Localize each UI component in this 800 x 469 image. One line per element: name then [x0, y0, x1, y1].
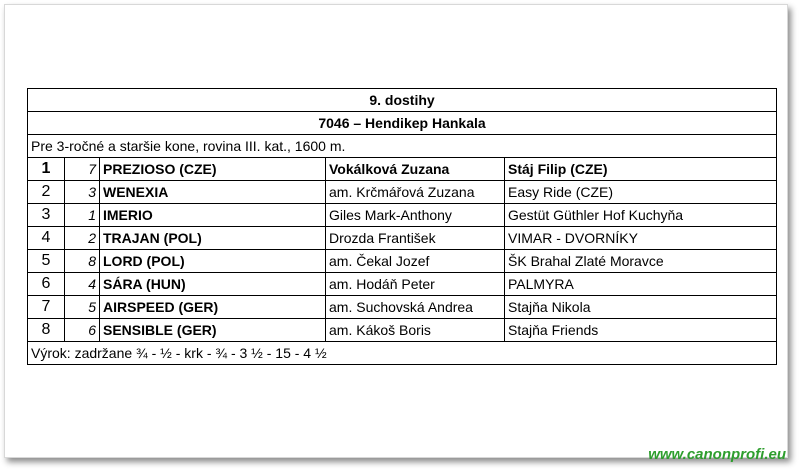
- horse-cell: IMERIO: [100, 204, 326, 227]
- stable-cell: PALMYRA: [505, 273, 777, 296]
- stable-cell: ŠK Brahal Zlaté Moravce: [505, 250, 777, 273]
- stable-cell: Stajňa Nikola: [505, 296, 777, 319]
- place-cell: 1: [28, 158, 65, 181]
- jockey-cell: am. Suchovská Andrea: [326, 296, 505, 319]
- place-cell: 6: [28, 273, 65, 296]
- table-row: [28, 319, 777, 342]
- table-row: [28, 204, 777, 227]
- horse-cell: SÁRA (HUN): [100, 273, 326, 296]
- race-conditions: Pre 3-ročné a staršie kone, rovina III. kat., 1600 m.: [28, 135, 777, 158]
- number-cell: 2: [65, 227, 100, 250]
- jockey-cell: Vokálková Zuzana: [326, 158, 505, 181]
- jockey-cell: am. Hodáň Peter: [326, 273, 505, 296]
- place-cell: 3: [28, 204, 65, 227]
- horse-cell: SENSIBLE (GER): [100, 319, 326, 342]
- jockey-cell: am. Krčmářová Zuzana: [326, 181, 505, 204]
- stable-cell: Gestüt Güthler Hof Kuchyňa: [505, 204, 777, 227]
- horse-cell: TRAJAN (POL): [100, 227, 326, 250]
- number-cell: 7: [65, 158, 100, 181]
- stable-cell: Stáj Filip (CZE): [505, 158, 777, 181]
- table-row: [28, 158, 777, 181]
- stable-cell: VIMAR - DVORNÍKY: [505, 227, 777, 250]
- horse-cell: WENEXIA: [100, 181, 326, 204]
- stable-cell: Stajňa Friends: [505, 319, 777, 342]
- horse-cell: LORD (POL): [100, 250, 326, 273]
- place-cell: 7: [28, 296, 65, 319]
- stable-cell: Easy Ride (CZE): [505, 181, 777, 204]
- number-cell: 6: [65, 319, 100, 342]
- table-row: [28, 181, 777, 204]
- number-cell: 1: [65, 204, 100, 227]
- place-cell: 5: [28, 250, 65, 273]
- number-cell: 4: [65, 273, 100, 296]
- site-watermark: www.canonprofi.eu: [648, 446, 786, 463]
- place-cell: 8: [28, 319, 65, 342]
- number-cell: 8: [65, 250, 100, 273]
- jockey-cell: am. Kákoš Boris: [326, 319, 505, 342]
- horse-cell: AIRSPEED (GER): [100, 296, 326, 319]
- jockey-cell: am. Čekal Jozef: [326, 250, 505, 273]
- jockey-cell: Giles Mark-Anthony: [326, 204, 505, 227]
- race-results-table: [27, 88, 777, 365]
- table-row: [28, 250, 777, 273]
- table-row: [28, 296, 777, 319]
- place-cell: 2: [28, 181, 65, 204]
- jockey-cell: Drozda František: [326, 227, 505, 250]
- number-cell: 5: [65, 296, 100, 319]
- race-margins: Výrok: zadržane ¾ - ½ - krk - ¾ - 3 ½ - 15 - 4 ½: [28, 342, 777, 365]
- number-cell: 3: [65, 181, 100, 204]
- race-subtitle: 7046 – Hendikep Hankala: [28, 112, 777, 135]
- race-title: 9. dostihy: [28, 89, 777, 112]
- table-row: [28, 227, 777, 250]
- table-row: [28, 273, 777, 296]
- place-cell: 4: [28, 227, 65, 250]
- horse-cell: PREZIOSO (CZE): [100, 158, 326, 181]
